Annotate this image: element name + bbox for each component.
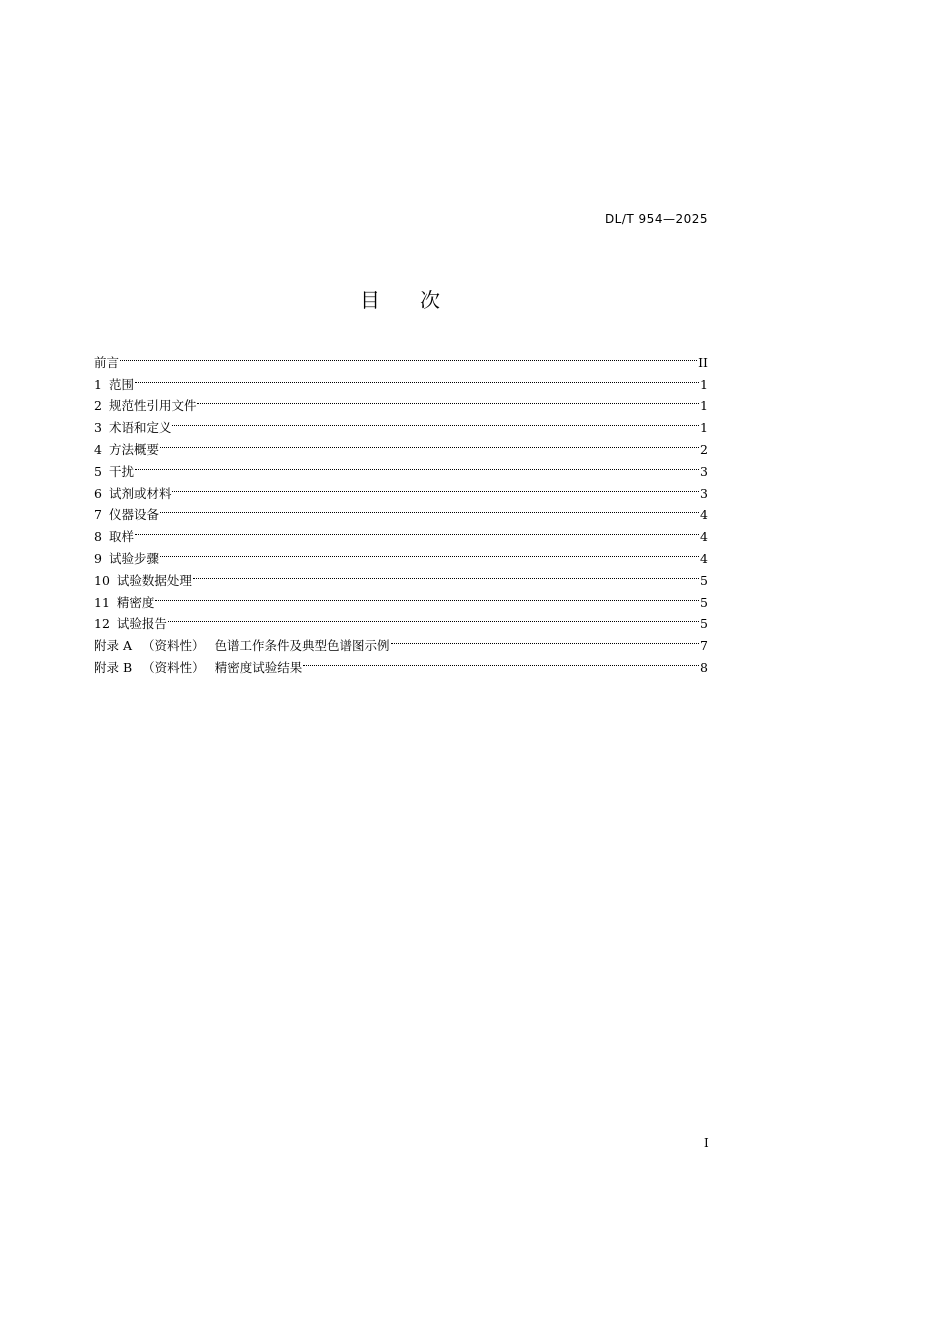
toc-entry-10[interactable] bbox=[94, 563, 708, 588]
toc-entry-label: 干扰 bbox=[108, 463, 134, 479]
toc-leader-dots bbox=[193, 563, 699, 585]
toc-entry-number: 5 bbox=[94, 463, 102, 479]
toc-entry-label: 精密度试验结果 bbox=[214, 659, 303, 675]
toc-title bbox=[0, 284, 800, 313]
toc-entry-page: 7 bbox=[700, 638, 708, 654]
toc-leader-dots bbox=[197, 389, 699, 411]
toc-entry-number: 3 bbox=[94, 420, 102, 436]
toc-entry-number: 12 bbox=[94, 616, 110, 632]
toc-entry-number: 6 bbox=[94, 485, 102, 501]
toc-entry-label: 试验步骤 bbox=[108, 550, 159, 566]
toc-entry-6[interactable] bbox=[94, 476, 708, 501]
toc-entry-number: 2 bbox=[94, 398, 102, 414]
toc-leader-dots bbox=[168, 607, 699, 629]
toc-leader-dots bbox=[120, 345, 697, 367]
toc-entry-number: 7 bbox=[94, 507, 102, 523]
toc-entry-note: （资料性） bbox=[142, 659, 205, 675]
toc-leader-dots bbox=[303, 650, 699, 672]
toc-entry-appendix-a[interactable] bbox=[94, 628, 708, 654]
toc-entry-label: 前言 bbox=[94, 354, 120, 370]
toc-leader-dots bbox=[160, 498, 699, 520]
toc-entry-number: 11 bbox=[94, 594, 110, 610]
toc-entry-9[interactable] bbox=[94, 541, 708, 566]
toc-entry-7[interactable] bbox=[94, 498, 708, 523]
toc-entry-page: 1 bbox=[700, 420, 708, 436]
toc-entry-label: 方法概要 bbox=[108, 441, 159, 457]
toc-entry-page: 4 bbox=[700, 507, 708, 523]
toc-entry-label: 范围 bbox=[108, 376, 134, 392]
toc-entry-page: 3 bbox=[700, 463, 708, 479]
toc-leader-dots bbox=[135, 367, 699, 389]
toc-title-right: 次 bbox=[420, 288, 440, 312]
toc-entry-page: 5 bbox=[700, 616, 708, 632]
toc-leader-dots bbox=[172, 476, 699, 498]
toc-entry-number: 9 bbox=[94, 550, 102, 566]
toc-entry-label: 精密度 bbox=[116, 594, 155, 610]
toc-entry-page: II bbox=[698, 354, 708, 370]
toc-leader-dots bbox=[160, 432, 699, 454]
toc-entry-3[interactable] bbox=[94, 410, 708, 436]
toc-leader-dots bbox=[155, 585, 699, 607]
toc-entry-page: 3 bbox=[700, 485, 708, 501]
toc-entry-label: 规范性引用文件 bbox=[108, 398, 197, 414]
toc-entry-page: 5 bbox=[700, 594, 708, 610]
toc-entry-label: 试剂或材料 bbox=[108, 485, 172, 501]
toc-entry-page: 2 bbox=[700, 441, 708, 457]
toc-leader-dots bbox=[160, 541, 699, 563]
toc-leader-dots bbox=[172, 410, 699, 432]
toc-leader-dots bbox=[135, 519, 699, 541]
toc-entry-label: 取样 bbox=[108, 529, 134, 545]
toc-entry-foreword[interactable] bbox=[94, 345, 708, 370]
toc-entry-page: 8 bbox=[700, 659, 708, 675]
toc-entry-label: 仪器设备 bbox=[108, 507, 159, 523]
toc-entry-4[interactable] bbox=[94, 432, 708, 457]
toc-entry-number: 4 bbox=[94, 441, 102, 457]
toc-entry-number: 附录 A bbox=[94, 638, 133, 654]
toc-entry-note: （资料性） bbox=[142, 638, 205, 654]
toc-entry-11[interactable] bbox=[94, 585, 708, 610]
toc-entry-page: 1 bbox=[700, 376, 708, 392]
toc-entry-5[interactable] bbox=[94, 454, 708, 479]
toc-entry-label: 术语和定义 bbox=[108, 420, 172, 436]
page-number: I bbox=[704, 1136, 709, 1150]
toc-entry-2[interactable] bbox=[94, 389, 708, 414]
toc-leader-dots bbox=[391, 628, 700, 650]
toc-entry-page: 5 bbox=[700, 572, 708, 588]
toc-entry-number: 1 bbox=[94, 376, 102, 392]
toc-entry-number: 附录 B bbox=[94, 659, 133, 675]
toc-entry-number: 8 bbox=[94, 529, 102, 545]
toc-leader-dots bbox=[135, 454, 699, 476]
toc-entry-12[interactable] bbox=[94, 607, 708, 632]
toc-entry-page: 1 bbox=[700, 398, 708, 414]
toc-title-left: 目 bbox=[360, 288, 380, 312]
toc-entry-8[interactable] bbox=[94, 519, 708, 545]
standard-code: DL/T 954—2025 bbox=[604, 212, 708, 226]
toc-entry-number: 10 bbox=[94, 572, 110, 588]
toc-entry-page: 4 bbox=[700, 529, 708, 545]
toc-entry-page: 4 bbox=[700, 550, 708, 566]
toc-entry-label: 试验报告 bbox=[116, 616, 167, 632]
toc-entry-1[interactable] bbox=[94, 367, 708, 392]
toc-entry-label: 试验数据处理 bbox=[116, 572, 192, 588]
toc-entry-label: 色谱工作条件及典型色谱图示例 bbox=[214, 638, 390, 654]
table-of-contents bbox=[94, 345, 708, 675]
